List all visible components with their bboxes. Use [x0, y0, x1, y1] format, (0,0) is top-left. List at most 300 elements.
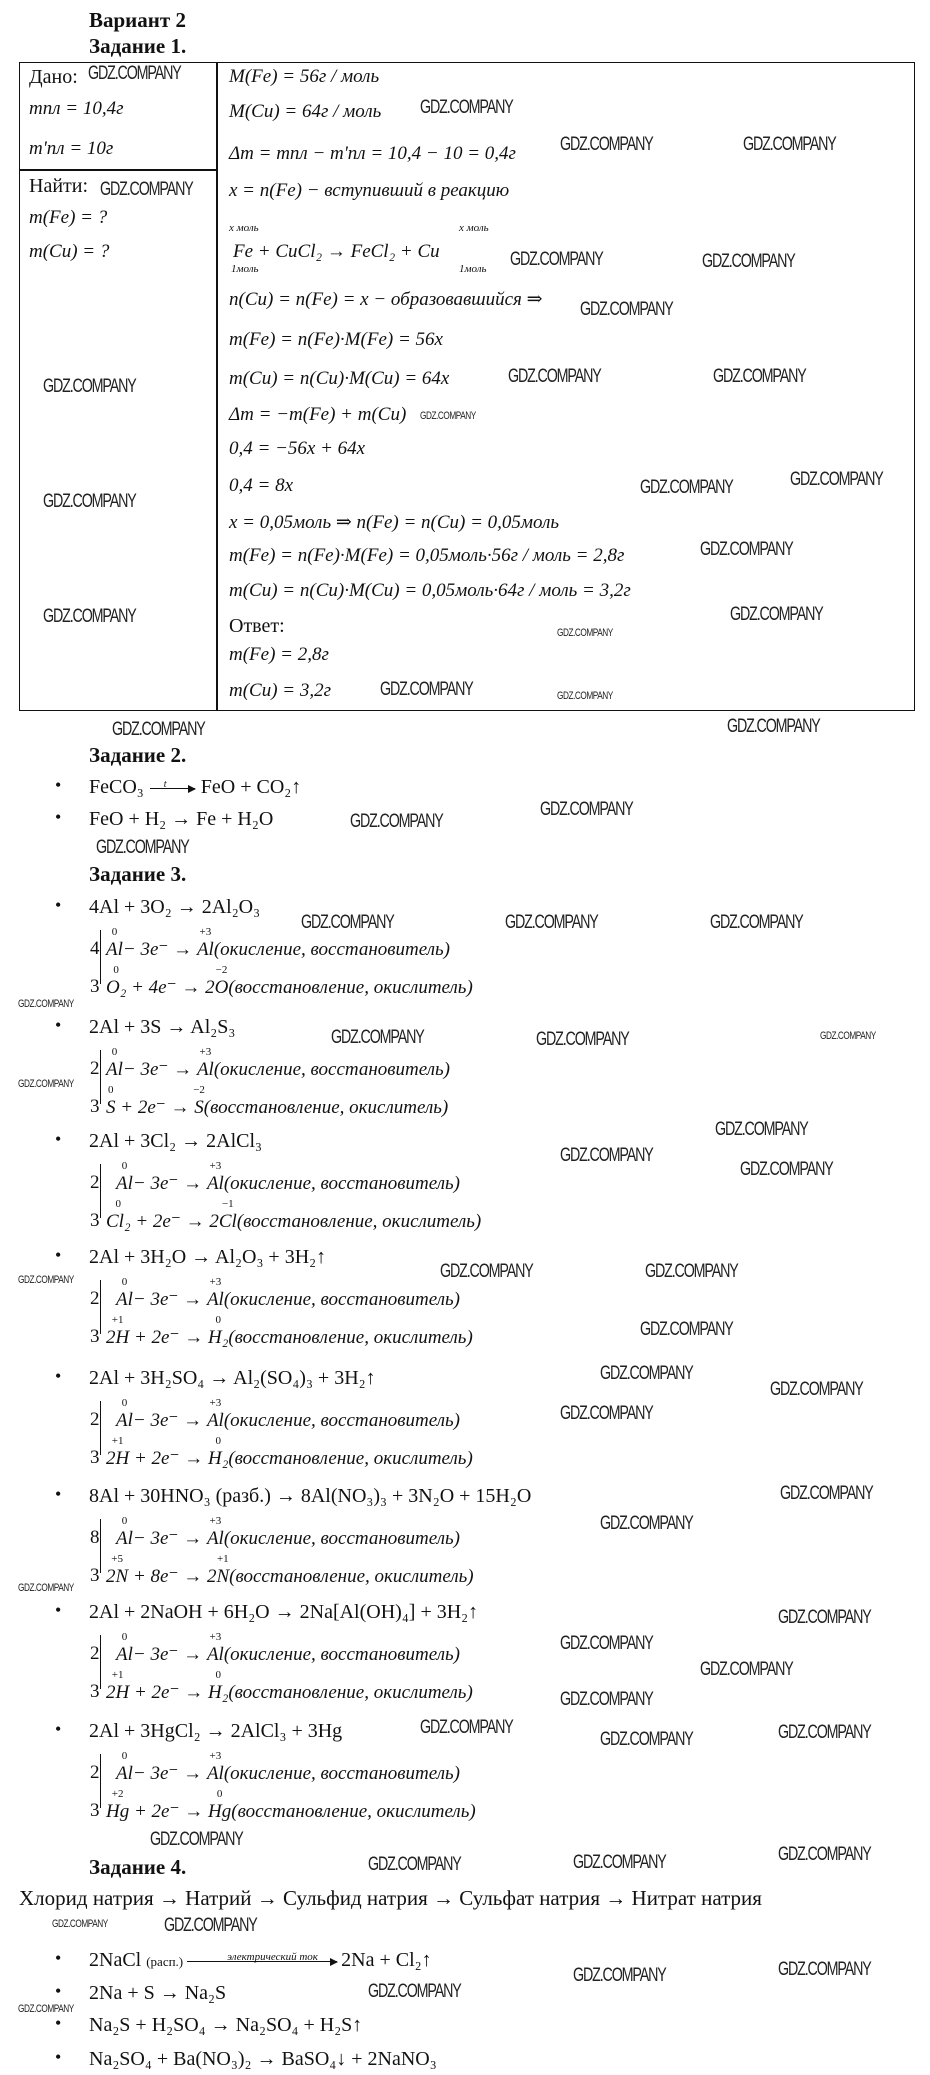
half-reaction-text: + 2e⁻ →: [129, 1448, 209, 1469]
balance-coefficient: 2: [90, 1288, 100, 1309]
element-symbol: O: [214, 977, 229, 998]
watermark: GDZ.COMPANY: [778, 1844, 871, 1865]
watermark: GDZ.COMPANY: [600, 1363, 693, 1384]
element-symbol: Al: [206, 1173, 224, 1194]
solution-line: x = n(Fe) − вступивший в реакцию: [229, 180, 510, 201]
half-reaction-text: − 3e⁻ →: [132, 1644, 207, 1665]
find-label: Найти:: [29, 175, 89, 197]
oxidation-state: 0: [215, 1314, 221, 1326]
half-reaction-text: (окисление, восстановитель): [223, 1410, 460, 1431]
mol-label: 1моль: [459, 263, 487, 275]
solution-line: 0,4 = 8x: [229, 475, 294, 496]
reduction-half-reaction: [106, 1198, 482, 1233]
watermark: GDZ.COMPANY: [715, 1119, 808, 1140]
balance-coefficient: 3: [90, 1800, 100, 1821]
reduction-half-reaction: [106, 1788, 476, 1823]
half-reaction-text: (восстановление, окислитель): [231, 1801, 476, 1822]
reduction-half-reaction: [106, 1553, 474, 1588]
watermark: GDZ.COMPANY: [18, 998, 74, 1010]
watermark: GDZ.COMPANY: [18, 2003, 74, 2015]
answer-line: m(Cu) = 3,2г: [229, 680, 332, 701]
element-symbol: N: [216, 1566, 230, 1587]
half-reaction-text: (окисление, восстановитель): [223, 1528, 460, 1549]
equation: Na₂S + H₂SO₄ → Na₂SO₄ + H₂S↑: [89, 2014, 363, 2036]
equation: Na₂SO₄ + Ba(NO₃)₂ → BaSO₄↓ + 2NaNO₃: [89, 2048, 437, 2070]
bullet: •: [55, 1245, 62, 1265]
element-with-oxidation-state: [106, 1435, 130, 1470]
oxidation-state: +3: [199, 1046, 212, 1058]
watermark: GDZ.COMPANY: [440, 1261, 533, 1282]
task1-title: Задание 1.: [89, 34, 187, 58]
oxidation-half-reaction: [106, 926, 450, 961]
element-symbol: Al: [116, 1173, 133, 1194]
solution-line: 0,4 = −56x + 64x: [229, 438, 366, 459]
element-symbol: Al: [206, 1644, 224, 1665]
element-symbol: S: [194, 1097, 204, 1118]
watermark: GDZ.COMPANY: [88, 63, 181, 84]
element-with-oxidation-state: [106, 1553, 129, 1588]
watermark: GDZ.COMPANY: [778, 1959, 871, 1980]
watermark: GDZ.COMPANY: [780, 1483, 873, 1504]
half-reaction-text: + 2e⁻ →: [129, 1682, 209, 1703]
balance-coefficient: 3: [90, 1447, 100, 1468]
element-symbol: Al: [116, 1410, 133, 1431]
reaction-equation: 4Al + 3O₂ → 2Al₂O₃: [89, 896, 261, 918]
oxidation-state: +3: [199, 926, 212, 938]
reaction-equation: Fe + CuCl₂ → FeCl₂ + Cu: [233, 241, 440, 262]
element-with-oxidation-state: [206, 1397, 224, 1432]
half-reaction-text: (окисление, восстановитель): [213, 939, 450, 960]
oxidation-state: 0: [215, 1669, 221, 1681]
watermark: GDZ.COMPANY: [350, 811, 443, 832]
table-column-divider: [216, 62, 218, 711]
half-reaction-text: + 2e⁻ →: [129, 1327, 209, 1348]
element-symbol: 2H: [106, 1327, 130, 1348]
element-symbol: Al: [206, 1289, 224, 1310]
mol-label: 1моль: [231, 263, 259, 275]
element-symbol: Al: [116, 1763, 133, 1784]
oxidation-state: +3: [209, 1276, 222, 1288]
watermark: GDZ.COMPANY: [573, 1965, 666, 1986]
reaction-equation: 2Al + 3H₂SO₄ → Al₂(SO₄)₃ + 3H₂↑: [89, 1367, 376, 1389]
watermark: GDZ.COMPANY: [43, 491, 136, 512]
element-symbol: H₂: [208, 1327, 229, 1348]
oxidation-half-reaction: [116, 1160, 460, 1195]
oxidation-state: 0: [121, 1750, 128, 1762]
oxidation-state: 0: [111, 926, 118, 938]
equation: FeO + H₂ → Fe + H₂O: [89, 808, 274, 830]
watermark: GDZ.COMPANY: [573, 1852, 666, 1873]
bullet: •: [55, 807, 62, 827]
oxidation-half-reaction: [116, 1397, 460, 1432]
element-with-oxidation-state: [196, 1046, 214, 1081]
half-reaction-text: (восстановление, окислитель): [228, 1448, 473, 1469]
watermark: GDZ.COMPANY: [510, 249, 603, 270]
oxidation-state: +3: [209, 1515, 222, 1527]
balance-coefficient: 2: [90, 1762, 100, 1783]
solution-line: m(Fe) = n(Fe)·M(Fe) = 56x: [229, 329, 443, 350]
element-symbol: Cl: [218, 1211, 237, 1232]
element-symbol: H₂: [208, 1448, 229, 1469]
balance-coefficient: 2: [90, 1172, 100, 1193]
oxidation-state: 0: [115, 1198, 122, 1210]
watermark: GDZ.COMPANY: [18, 1274, 74, 1286]
given-item: mпл = 10,4г: [29, 98, 124, 119]
oxidation-state: 0: [215, 1435, 221, 1447]
table-row-divider: [19, 169, 217, 171]
watermark: GDZ.COMPANY: [770, 1379, 863, 1400]
bullet: •: [55, 1719, 62, 1739]
bullet: •: [55, 1484, 62, 1504]
equation: [89, 776, 301, 798]
oxidation-state: −1: [221, 1198, 234, 1210]
oxidation-state: +3: [209, 1631, 222, 1643]
watermark: GDZ.COMPANY: [702, 251, 795, 272]
reduction-half-reaction: [106, 1314, 473, 1349]
element-symbol: Al: [206, 1410, 224, 1431]
element-with-oxidation-state: [206, 1750, 224, 1785]
watermark: GDZ.COMPANY: [52, 1918, 108, 1930]
half-reaction-text: + 4e⁻ → 2: [126, 977, 215, 998]
half-reaction-text: (окисление, восстановитель): [223, 1763, 460, 1784]
element-symbol: Cl₂: [106, 1211, 131, 1232]
oxidation-state: +1: [111, 1314, 124, 1326]
balance-coefficient: 3: [90, 976, 100, 997]
watermark: GDZ.COMPANY: [43, 376, 136, 397]
element-with-oxidation-state: [196, 926, 214, 961]
watermark: GDZ.COMPANY: [727, 716, 820, 737]
oxidation-state: +5: [111, 1553, 123, 1565]
variant-title: Вариант 2: [89, 8, 186, 32]
watermark: GDZ.COMPANY: [301, 912, 394, 933]
element-with-oxidation-state: [116, 1276, 133, 1311]
element-symbol: Al: [106, 939, 123, 960]
equation-right: 2Na + Cl₂↑: [341, 1949, 432, 1971]
balance-divider: [100, 1050, 101, 1104]
bullet: •: [55, 2047, 62, 2067]
element-with-oxidation-state: [106, 964, 127, 999]
bullet: •: [55, 2013, 62, 2033]
half-reaction-text: − 3e⁻ →: [132, 1289, 207, 1310]
reduction-half-reaction: [106, 1435, 473, 1470]
oxidation-state: −2: [193, 1084, 205, 1096]
element-with-oxidation-state: [206, 1160, 224, 1195]
watermark: GDZ.COMPANY: [508, 366, 601, 387]
watermark: GDZ.COMPANY: [640, 477, 733, 498]
arrow-icon: [150, 778, 195, 790]
element-symbol: Al: [196, 1059, 214, 1080]
element-symbol: H₂: [208, 1682, 229, 1703]
oxidation-half-reaction: [106, 1046, 450, 1081]
watermark: GDZ.COMPANY: [820, 1030, 876, 1042]
element-with-oxidation-state: [208, 1435, 229, 1470]
watermark: GDZ.COMPANY: [645, 1261, 738, 1282]
half-reaction-text: + 2e⁻ → 2: [130, 1211, 219, 1232]
element-symbol: Al: [106, 1059, 123, 1080]
condition: (расп.): [146, 1954, 184, 1969]
bullet: •: [55, 1600, 62, 1620]
element-with-oxidation-state: [116, 1397, 133, 1432]
watermark: GDZ.COMPANY: [536, 1029, 629, 1050]
find-item: m(Cu) = ?: [29, 241, 110, 262]
oxidation-state: +3: [209, 1160, 222, 1172]
element-with-oxidation-state: [116, 1631, 133, 1666]
watermark: GDZ.COMPANY: [700, 1659, 793, 1680]
transformation-chain: Хлорид натрия → Натрий → Сульфид натрия → Сульфат натрия → Нитрат натрия: [19, 1886, 762, 1910]
reduction-half-reaction: [106, 1669, 473, 1704]
bullet: •: [55, 1948, 62, 1968]
find-item: m(Fe) = ?: [29, 207, 108, 228]
solution-line: n(Cu) = n(Fe) = x − образовавшийся ⇒: [229, 289, 543, 310]
watermark: GDZ.COMPANY: [112, 719, 205, 740]
balance-divider: [100, 1280, 101, 1334]
oxidation-state: +3: [209, 1397, 222, 1409]
solution-line: x = 0,05моль ⇒ n(Fe) = n(Cu) = 0,05моль: [229, 512, 560, 533]
reduction-half-reaction: [106, 964, 473, 999]
balance-divider: [100, 1164, 101, 1218]
solution-line: Δm = −m(Fe) + m(Cu): [229, 404, 407, 425]
watermark: GDZ.COMPANY: [43, 606, 136, 627]
element-with-oxidation-state: [116, 1160, 133, 1195]
half-reaction-text: (восстановление, окислитель): [228, 1682, 473, 1703]
watermark: GDZ.COMPANY: [713, 366, 806, 387]
oxidation-state: +2: [111, 1788, 124, 1800]
half-reaction-text: (окисление, восстановитель): [223, 1173, 460, 1194]
equation: 2Na + S → Na₂S: [89, 1982, 227, 2004]
solution-line: m(Fe) = n(Fe)·M(Fe) = 0,05моль·56г / моль = 2,8г: [229, 545, 625, 566]
half-reaction-text: (восстановление, окислитель): [229, 1566, 474, 1587]
watermark: GDZ.COMPANY: [540, 799, 633, 820]
half-reaction-text: (восстановление, окислитель): [236, 1211, 482, 1232]
bullet: •: [55, 1981, 62, 2001]
balance-divider: [100, 1635, 101, 1689]
oxidation-state: 0: [121, 1160, 128, 1172]
balance-coefficient: 8: [90, 1527, 100, 1548]
given-label: Дано:: [29, 66, 78, 88]
oxidation-state: +3: [209, 1750, 222, 1762]
watermark: GDZ.COMPANY: [420, 97, 513, 118]
balance-divider: [100, 1519, 101, 1573]
oxidation-half-reaction: [116, 1276, 460, 1311]
oxidation-state: +1: [216, 1553, 229, 1565]
half-reaction-text: − 3e⁻ →: [132, 1410, 207, 1431]
element-symbol: Al: [116, 1528, 133, 1549]
oxidation-state: 0: [121, 1397, 128, 1409]
oxidation-half-reaction: [116, 1750, 460, 1785]
element-with-oxidation-state: [106, 1198, 131, 1233]
watermark: GDZ.COMPANY: [505, 912, 598, 933]
watermark: GDZ.COMPANY: [743, 134, 836, 155]
balance-divider: [100, 1401, 101, 1455]
mol-label: x моль: [229, 222, 259, 234]
element-symbol: 2N: [106, 1566, 129, 1587]
reaction-equation: 8Al + 30HNO₃ (разб.) → 8Al(NO₃)₃ + 3N₂O + 15H₂O: [89, 1485, 532, 1507]
oxidation-state: +1: [111, 1669, 124, 1681]
equation-left: 2NaCl: [89, 1949, 142, 1971]
watermark: GDZ.COMPANY: [150, 1829, 243, 1850]
oxidation-state: 0: [121, 1631, 128, 1643]
watermark: GDZ.COMPANY: [368, 1854, 461, 1875]
balance-coefficient: 2: [90, 1643, 100, 1664]
element-symbol: Al: [206, 1528, 224, 1549]
balance-coefficient: 3: [90, 1096, 100, 1117]
watermark: GDZ.COMPANY: [580, 299, 673, 320]
half-reaction-text: + 2e⁻ →: [129, 1801, 209, 1822]
watermark: GDZ.COMPANY: [96, 837, 189, 858]
half-reaction-text: − 3e⁻ →: [132, 1763, 207, 1784]
given-item: m'пл = 10г: [29, 138, 114, 159]
watermark: GDZ.COMPANY: [560, 1689, 653, 1710]
balance-divider: [100, 1754, 101, 1808]
oxidation-state: 0: [108, 1084, 114, 1096]
element-with-oxidation-state: [216, 1553, 230, 1588]
mol-label: x моль: [459, 222, 489, 234]
watermark: GDZ.COMPANY: [18, 1582, 74, 1594]
element-symbol: 2H: [106, 1448, 130, 1469]
watermark: GDZ.COMPANY: [600, 1513, 693, 1534]
reduction-half-reaction: [106, 1084, 449, 1119]
task3-title: Задание 3.: [89, 862, 187, 886]
element-symbol: S: [106, 1097, 116, 1118]
element-with-oxidation-state: [106, 926, 123, 961]
half-reaction-text: − 3e⁻ →: [132, 1528, 207, 1549]
arrow-icon: [187, 1950, 337, 1963]
element-symbol: Hg: [106, 1801, 130, 1822]
watermark: GDZ.COMPANY: [420, 1717, 513, 1738]
watermark: GDZ.COMPANY: [730, 604, 823, 625]
element-with-oxidation-state: [116, 1515, 133, 1550]
task2-title: Задание 2.: [89, 743, 187, 767]
element-with-oxidation-state: [208, 1788, 232, 1823]
watermark: GDZ.COMPANY: [557, 627, 613, 639]
bullet: •: [55, 775, 62, 795]
element-symbol: Al: [116, 1289, 133, 1310]
solution-line: m(Cu) = n(Cu)·M(Cu) = 64x: [229, 368, 450, 389]
bullet: •: [55, 895, 62, 915]
watermark: GDZ.COMPANY: [700, 539, 793, 560]
watermark: GDZ.COMPANY: [600, 1729, 693, 1750]
answer-label: Ответ:: [229, 615, 285, 637]
watermark: GDZ.COMPANY: [368, 1981, 461, 2002]
watermark: GDZ.COMPANY: [778, 1722, 871, 1743]
oxidation-half-reaction: [116, 1631, 460, 1666]
element-symbol: Al: [206, 1763, 224, 1784]
balance-coefficient: 2: [90, 1409, 100, 1430]
solution-line: m(Cu) = n(Cu)·M(Cu) = 0,05моль·64г / моль = 3,2г: [229, 580, 631, 601]
element-with-oxidation-state: [208, 1314, 229, 1349]
balance-coefficient: 3: [90, 1565, 100, 1586]
reaction-equation: 2Al + 3S → Al₂S₃: [89, 1016, 236, 1038]
element-with-oxidation-state: [208, 1669, 229, 1704]
element-symbol: 2H: [106, 1682, 130, 1703]
half-reaction-text: (восстановление, окислитель): [228, 977, 473, 998]
balance-coefficient: 2: [90, 1058, 100, 1079]
equation-right: FeO + CO₂↑: [200, 776, 302, 798]
half-reaction-text: + 2e⁻ →: [115, 1097, 195, 1118]
element-symbol: Al: [116, 1644, 133, 1665]
element-symbol: Al: [196, 939, 214, 960]
solution-line: Δm = mпл − m'пл = 10,4 − 10 = 0,4г: [229, 143, 516, 164]
answer-line: m(Fe) = 2,8г: [229, 644, 329, 665]
half-reaction-text: − 3e⁻ →: [122, 1059, 197, 1080]
reaction-equation: 2Al + 3Cl₂ → 2AlCl₃: [89, 1130, 263, 1152]
reaction-equation: 2Al + 3H₂O → Al₂O₃ + 3H₂↑: [89, 1246, 327, 1268]
half-reaction-text: (восстановление, окислитель): [203, 1097, 449, 1118]
element-with-oxidation-state: [206, 1515, 224, 1550]
watermark: GDZ.COMPANY: [420, 410, 476, 422]
watermark: GDZ.COMPANY: [740, 1159, 833, 1180]
half-reaction-text: (окисление, восстановитель): [223, 1644, 460, 1665]
element-with-oxidation-state: [214, 964, 229, 999]
element-with-oxidation-state: [106, 1788, 130, 1823]
solution-line: M(Fe) = 56г / моль: [229, 66, 380, 87]
half-reaction-text: (окисление, восстановитель): [213, 1059, 450, 1080]
watermark: GDZ.COMPANY: [790, 469, 883, 490]
balance-coefficient: 4: [90, 938, 100, 959]
watermark: GDZ.COMPANY: [557, 690, 613, 702]
watermark: GDZ.COMPANY: [778, 1607, 871, 1628]
oxidation-state: 0: [121, 1515, 128, 1527]
oxidation-state: +1: [111, 1435, 124, 1447]
half-reaction-text: − 3e⁻ →: [132, 1173, 207, 1194]
bullet: •: [55, 1015, 62, 1035]
bullet: •: [55, 1366, 62, 1386]
equation-left: FeCO₃: [89, 776, 144, 798]
half-reaction-text: (восстановление, окислитель): [228, 1327, 473, 1348]
oxidation-state: −2: [215, 964, 228, 976]
equation: [89, 1949, 432, 1973]
watermark: GDZ.COMPANY: [560, 1633, 653, 1654]
watermark: GDZ.COMPANY: [640, 1319, 733, 1340]
element-with-oxidation-state: [106, 1084, 116, 1119]
oxidation-state: 0: [113, 964, 119, 976]
element-with-oxidation-state: [206, 1276, 224, 1311]
oxidation-half-reaction: [116, 1515, 460, 1550]
balance-coefficient: 3: [90, 1210, 100, 1231]
bullet: •: [55, 1129, 62, 1149]
watermark: GDZ.COMPANY: [560, 134, 653, 155]
balance-coefficient: 3: [90, 1681, 100, 1702]
watermark: GDZ.COMPANY: [560, 1145, 653, 1166]
balance-divider: [100, 930, 101, 984]
half-reaction-text: − 3e⁻ →: [122, 939, 197, 960]
task4-title: Задание 4.: [89, 1855, 187, 1879]
element-symbol: O₂: [106, 977, 127, 998]
watermark: GDZ.COMPANY: [380, 679, 473, 700]
element-with-oxidation-state: [106, 1314, 130, 1349]
element-with-oxidation-state: [206, 1631, 224, 1666]
balance-coefficient: 3: [90, 1326, 100, 1347]
watermark: GDZ.COMPANY: [164, 1915, 257, 1936]
half-reaction-text: (окисление, восстановитель): [223, 1289, 460, 1310]
element-symbol: Hg: [208, 1801, 232, 1822]
watermark: GDZ.COMPANY: [710, 912, 803, 933]
element-with-oxidation-state: [106, 1669, 130, 1704]
oxidation-state: 0: [216, 1788, 223, 1800]
element-with-oxidation-state: [116, 1750, 133, 1785]
arrow-label: электрический ток: [227, 1950, 318, 1963]
reaction-equation: 2Al + 2NaOH + 6H₂O → 2Na[Al(OH)₄] + 3H₂↑: [89, 1601, 479, 1623]
reaction-equation: 2Al + 3HgCl₂ → 2AlCl₃ + 3Hg: [89, 1720, 343, 1742]
watermark: GDZ.COMPANY: [331, 1027, 424, 1048]
arrow-label: t: [163, 778, 167, 790]
solution-line: M(Cu) = 64г / моль: [229, 101, 382, 122]
half-reaction-text: + 8e⁻ → 2: [128, 1566, 217, 1587]
oxidation-state: 0: [121, 1276, 128, 1288]
watermark: GDZ.COMPANY: [560, 1403, 653, 1424]
element-with-oxidation-state: [106, 1046, 123, 1081]
oxidation-state: 0: [111, 1046, 118, 1058]
